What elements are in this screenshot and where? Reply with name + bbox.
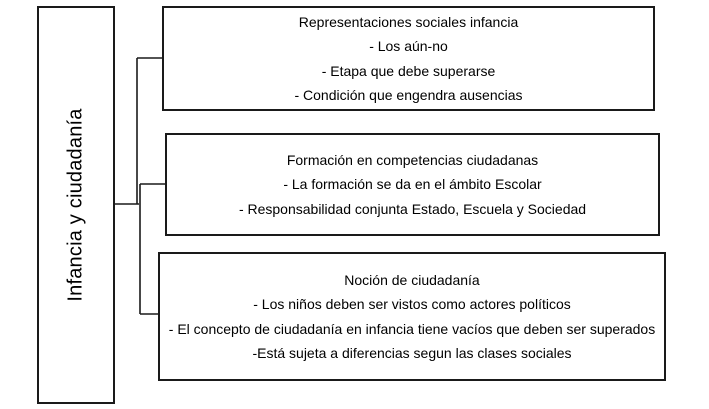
branch-item: -Está sujeta a diferencias segun las clases sociales [252,345,572,361]
branch-item: - Los aún-no [369,38,448,54]
branch-item: - Los niños deben ser vistos como actores políticos [253,296,571,312]
root-node [37,6,115,404]
branch-item: - Etapa que debe superarse [321,62,496,79]
branch-item: - Responsabilidad conjunta Estado, Escuela y Sociedad [238,200,587,217]
branch-node-formacion [165,133,660,236]
branch-title: Formación en competencias ciudadanas [286,151,539,168]
branch-title: Representaciones sociales infancia [298,13,519,30]
branch-title: Noción de ciudadanía [344,271,480,288]
branch-node-representaciones [162,6,655,111]
branch-item: - El concepto de ciudadanía en infancia tiene vacíos que deben ser superados [168,320,656,337]
branch-item: - La formación se da en el ámbito Escolar [283,176,542,193]
root-node-label: Infancia y ciudadanía [64,108,87,302]
branch-item: - Condición que engendra ausencias [294,87,523,103]
branch-node-nocion [158,252,666,381]
